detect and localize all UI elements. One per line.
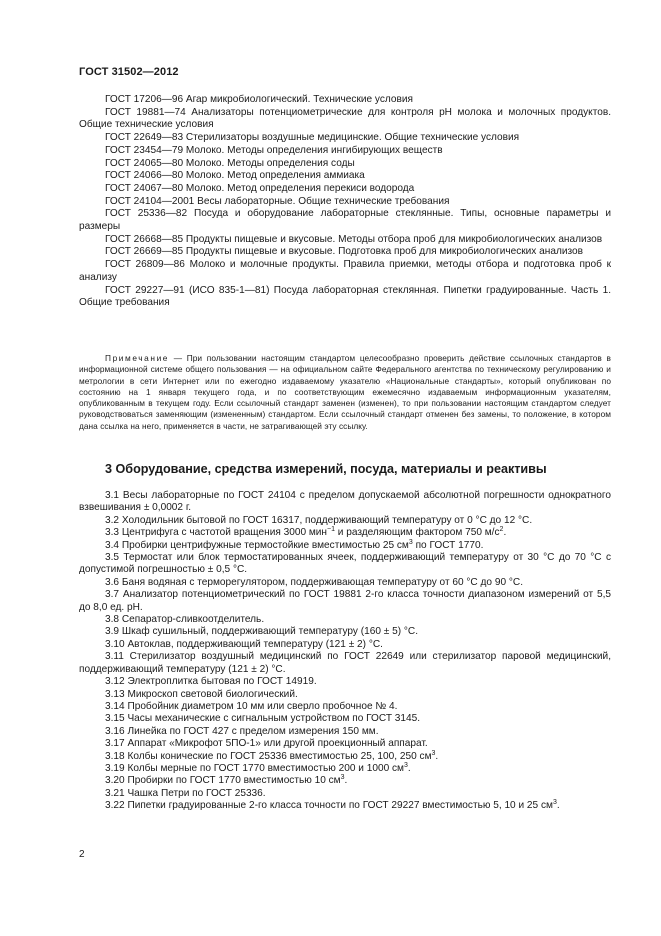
equipment-item (79, 552, 611, 577)
item-text: 3.2 Холодильник бытовой по ГОСТ 16317, поддерживающий температуру от 0 °С до 12 °С. (105, 514, 533, 526)
item-text: . (407, 762, 411, 774)
reference-item: ГОСТ 29227—91 (ИСО 835-1—81) Посуда лабораторная стеклянная. Пипетки градуированные. Часть 1. Общие требования (79, 284, 611, 309)
equipment-item (79, 701, 611, 713)
running-header: ГОСТ 31502—2012 (79, 66, 179, 78)
equipment-item (79, 639, 611, 651)
reference-item: ГОСТ 24065—80 Молоко. Методы определения соды (105, 157, 355, 169)
equipment-item (79, 614, 611, 626)
item-text: 3.3 Центрифуга с частотой вращения 3000 мин (105, 527, 328, 539)
equipment-item (79, 626, 611, 638)
equipment-item (79, 763, 611, 775)
item-text: 3.1 Весы лабораторные по ГОСТ 24104 с пределом допускаемой абсолютной погрешности однократного взвешивания ± 0,0002 г. (79, 490, 611, 514)
equipment-item (79, 589, 611, 614)
section-heading: 3 Оборудование, средства измерений, посуда, материалы и реактивы (105, 462, 547, 476)
item-text: 3.8 Сепаратор-сливкоотделитель. (105, 614, 265, 626)
reference-item: ГОСТ 26668—85 Продукты пищевые и вкусовые. Методы отбора проб для микробиологических анализов (105, 233, 603, 245)
superscript: 3 (403, 761, 408, 769)
item-text: и разделяющим фактором 750 м/с (335, 527, 500, 539)
equipment-item (79, 577, 611, 589)
note-paragraph (79, 353, 611, 432)
item-text: . (503, 527, 507, 539)
item-text: . (435, 750, 439, 762)
reference-item: ГОСТ 23454—79 Молоко. Методы определения ингибирующих веществ (105, 144, 443, 156)
equipment-list (79, 490, 611, 813)
superscript: 3 (340, 774, 345, 782)
item-text: 3.12 Электроплитка бытовая по ГОСТ 14919. (105, 676, 317, 688)
reference-item: ГОСТ 26669—85 Продукты пищевые и вкусовые. Подготовка проб для микробиологических анализов (105, 246, 583, 258)
item-text: 3.18 Колбы конические по ГОСТ 25336 вместимостью 25, 100, 250 см (105, 750, 432, 762)
equipment-item (79, 788, 611, 800)
item-text: 3.19 Колбы мерные по ГОСТ 1770 вместимостью 200 и 1000 см (105, 762, 404, 774)
item-text: 3.17 Аппарат «Микрофот 5ПО-1» или другой проекционный аппарат. (105, 738, 428, 750)
reference-item: ГОСТ 17206—96 Агар микробиологический. Технические условия (105, 94, 413, 105)
superscript: 3 (408, 538, 413, 546)
reference-item: ГОСТ 22649—83 Стерилизаторы воздушные медицинские. Общие технические условия (105, 132, 520, 144)
equipment-item (79, 540, 611, 552)
superscript: −1 (327, 526, 335, 534)
equipment-item (79, 713, 611, 725)
item-text: 3.7 Анализатор потенциометрический по ГОСТ 19881 2-го класса точности диапазоном измерений от 5,5 до 8,0 ед. pH. (79, 589, 611, 613)
item-text: 3.16 Линейка по ГОСТ 427 с пределом измерения 150 мм. (105, 725, 379, 737)
item-text: 3.20 Пробирки по ГОСТ 1770 вместимостью 10 см (105, 775, 341, 787)
item-text: 3.9 Шкаф сушильный, поддерживающий температуру (160 ± 5) °С. (105, 626, 419, 638)
item-text: 3.21 Чашка Петри по ГОСТ 25336. (105, 787, 266, 799)
equipment-item (79, 751, 611, 763)
item-text: 3.10 Автоклав, поддерживающий температуру (121 ± 2) °С. (105, 638, 383, 650)
equipment-item (79, 676, 611, 688)
superscript: 3 (552, 799, 557, 807)
item-text: . (556, 800, 560, 812)
page-number: 2 (79, 849, 85, 860)
equipment-item (79, 800, 611, 812)
equipment-item (79, 651, 611, 676)
equipment-item (79, 689, 611, 701)
item-text: 3.6 Баня водяная с терморегулятором, поддерживающая температуру от 60 °С до 90 °С. (105, 576, 523, 588)
equipment-item (79, 738, 611, 750)
reference-item: ГОСТ 24067—80 Молоко. Метод определения перекиси водорода (105, 182, 415, 194)
item-text: 3.15 Часы механические с сигнальным устройством по ГОСТ 3145. (105, 713, 421, 725)
superscript: 3 (431, 749, 436, 757)
reference-note (79, 353, 611, 432)
item-text: 3.5 Термостат или блок термостатированных ячеек, поддерживающий температуру от 30 °С до 70 °С с допустимой погрешностью ± 0,5 °С. (79, 552, 611, 576)
item-text: 3.14 Пробойник диаметром 10 мм или сверло пробочное № 4. (105, 700, 398, 712)
reference-item: ГОСТ 24066—80 Молоко. Метод определения аммиака (105, 170, 365, 182)
note-text: — При пользовании настоящим стандартом целесообразно проверить действие ссылочных стандартов в информационной системе общего пользования — на официальном сайте Федерального агентства по техническому регулированию и метрологии в сети Интернет или по ежегодно издаваемому указателю «Национальные стандарты», который опубликован по состоянию на 1 января текущего года, и по соответствующим ежемесячно издаваемым информационным указателям, опубликованным в текущем году. Если ссылочный стандарт заменен (изменен), то при пользовании настоящим стандартом следует руководствоваться заменяющим (измененным) стандартом. Если ссылочный стандарт отменен без замены, то положение, в котором дана ссылка на него, применяется в части, не затрагивающей эту ссылку. (79, 353, 611, 431)
equipment-item (79, 775, 611, 787)
item-text: . (344, 775, 348, 787)
equipment-item (79, 726, 611, 738)
reference-item: ГОСТ 25336—82 Посуда и оборудование лабораторные стеклянные. Типы, основные параметры и размеры (79, 208, 611, 233)
reference-item: ГОСТ 24104—2001 Весы лабораторные. Общие технические требования (105, 195, 450, 207)
equipment-item (79, 527, 611, 539)
normative-references-list (79, 94, 611, 310)
item-text: 3.22 Пипетки градуированные 2-го класса точности по ГОСТ 29227 вместимостью 5, 10 и 25 см (105, 800, 553, 812)
reference-item: ГОСТ 26809—86 Молоко и молочные продукты. Правила приемки, методы отбора и подготовка проб к анализу (79, 259, 611, 283)
item-text: 3.4 Пробирки центрифужные термостойкие вместимостью 25 см (105, 539, 409, 551)
superscript: 2 (499, 526, 504, 534)
item-text: 3.13 Микроскоп световой биологический. (105, 688, 298, 700)
note-label: Примечание (105, 353, 170, 363)
item-text: 3.11 Стерилизатор воздушный медицинский по ГОСТ 22649 или стерилизатор паровой медицинский, поддерживающий температуру (121 ± 2) °С. (79, 651, 611, 675)
equipment-item (79, 515, 611, 527)
item-text: по ГОСТ 1770. (412, 539, 484, 551)
equipment-item (79, 490, 611, 515)
reference-item: ГОСТ 19881—74 Анализаторы потенциометрические для контроля pH молока и молочных продуктов. Общие технические условия (79, 106, 611, 131)
